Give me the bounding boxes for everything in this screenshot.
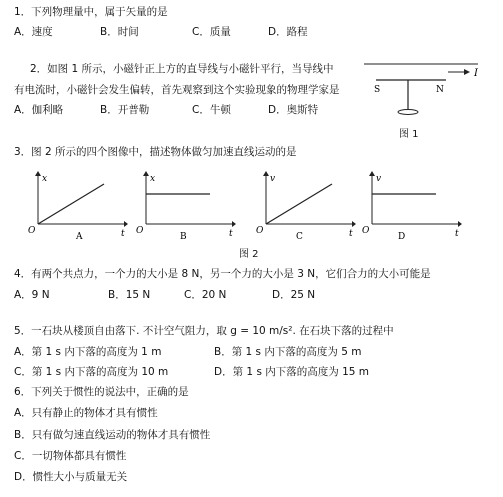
q2-option-a: A．伽利略 — [14, 104, 64, 116]
graph-c-line — [266, 184, 332, 224]
graph-c-origin: O — [256, 226, 264, 236]
graph-c-ylabel: v — [270, 174, 276, 184]
q4-stem: 4．有两个共点力，一个力的大小是 8 N，另一个力的大小是 3 N，它们合力的大小可能是 — [14, 268, 431, 280]
figure-1-caption: 图 1 — [399, 129, 419, 140]
q5-option-d: D．第 1 s 内下落的高度为 15 m — [214, 366, 370, 378]
q2-stem-line1: 2．如图 1 所示，小磁针正上方的直导线与小磁针平行，当导线中 — [30, 63, 334, 75]
figure-2-caption: 图 2 — [239, 249, 259, 260]
q4-option-b: B．15 N — [108, 289, 151, 301]
q6-option-c: C．一切物体都具有惯性 — [14, 450, 127, 462]
q2-option-c: C．牛顿 — [192, 104, 231, 116]
q4-option-a: A．9 N — [14, 289, 50, 301]
graph-c-xlabel: t — [349, 229, 353, 239]
graph-c — [256, 170, 356, 240]
graph-b-ylabel: x — [150, 174, 156, 184]
graph-a-line — [38, 184, 104, 224]
q4-option-d: D．25 N — [272, 289, 316, 301]
q2-option-d: D．奥斯特 — [268, 104, 319, 116]
q5-stem: 5．一石块从楼顶自由落下. 不计空气阻力，取 g = 10 m/s². 在石块下落的过程中 — [14, 325, 394, 337]
q1-option-d: D．路程 — [268, 26, 308, 38]
q3-stem: 3．图 2 所示的四个图像中，描述物体做匀加速直线运动的是 — [14, 146, 297, 158]
figure-1-diagram — [362, 58, 498, 128]
q6-option-a: A．只有静止的物体才具有惯性 — [14, 407, 158, 419]
graph-b-origin: O — [136, 226, 144, 236]
pole-n-label: N — [436, 85, 444, 95]
q1-option-b: B．时间 — [100, 26, 139, 38]
q1-option-a: A．速度 — [14, 26, 53, 38]
q4-option-c: C．20 N — [184, 289, 227, 301]
q5-option-c: C．第 1 s 内下落的高度为 10 m — [14, 366, 169, 378]
q2-stem-line2: 有电流时，小磁针会发生偏转，首先观察到这个实验现象的物理学家是 — [14, 84, 340, 96]
current-arrowhead — [464, 69, 470, 75]
q1-option-c: C．质量 — [192, 26, 231, 38]
graph-a-origin: O — [28, 226, 36, 236]
graph-a-letter: A — [76, 232, 83, 240]
q5-option-a: A．第 1 s 内下落的高度为 1 m — [14, 346, 162, 358]
graph-c-letter: C — [296, 232, 303, 240]
graph-b-xlabel: t — [229, 229, 233, 239]
q6-option-d: D．惯性大小与质量无关 — [14, 471, 128, 483]
q6-stem: 6．下列关于惯性的说法中，正确的是 — [14, 386, 189, 398]
graph-a-xlabel: t — [121, 229, 125, 239]
graph-d-xlabel: t — [455, 229, 459, 239]
compass-base — [398, 110, 418, 115]
graph-a — [28, 170, 128, 240]
q2-option-b: B．开普勒 — [100, 104, 150, 116]
pole-s-label: S — [374, 85, 381, 95]
graph-b-letter: B — [180, 232, 187, 240]
graph-a-ylabel: x — [42, 174, 48, 184]
graph-b — [136, 170, 236, 240]
q1-stem: 1．下列物理量中，属于矢量的是 — [14, 6, 168, 18]
graph-d-origin: O — [362, 226, 370, 236]
q5-option-b: B．第 1 s 内下落的高度为 5 m — [214, 346, 362, 358]
current-label: I — [474, 68, 478, 79]
graph-d-ylabel: v — [376, 174, 382, 184]
graph-d-letter: D — [398, 232, 406, 240]
graph-d — [362, 170, 462, 240]
q6-option-b: B．只有做匀速直线运动的物体才具有惯性 — [14, 429, 211, 441]
